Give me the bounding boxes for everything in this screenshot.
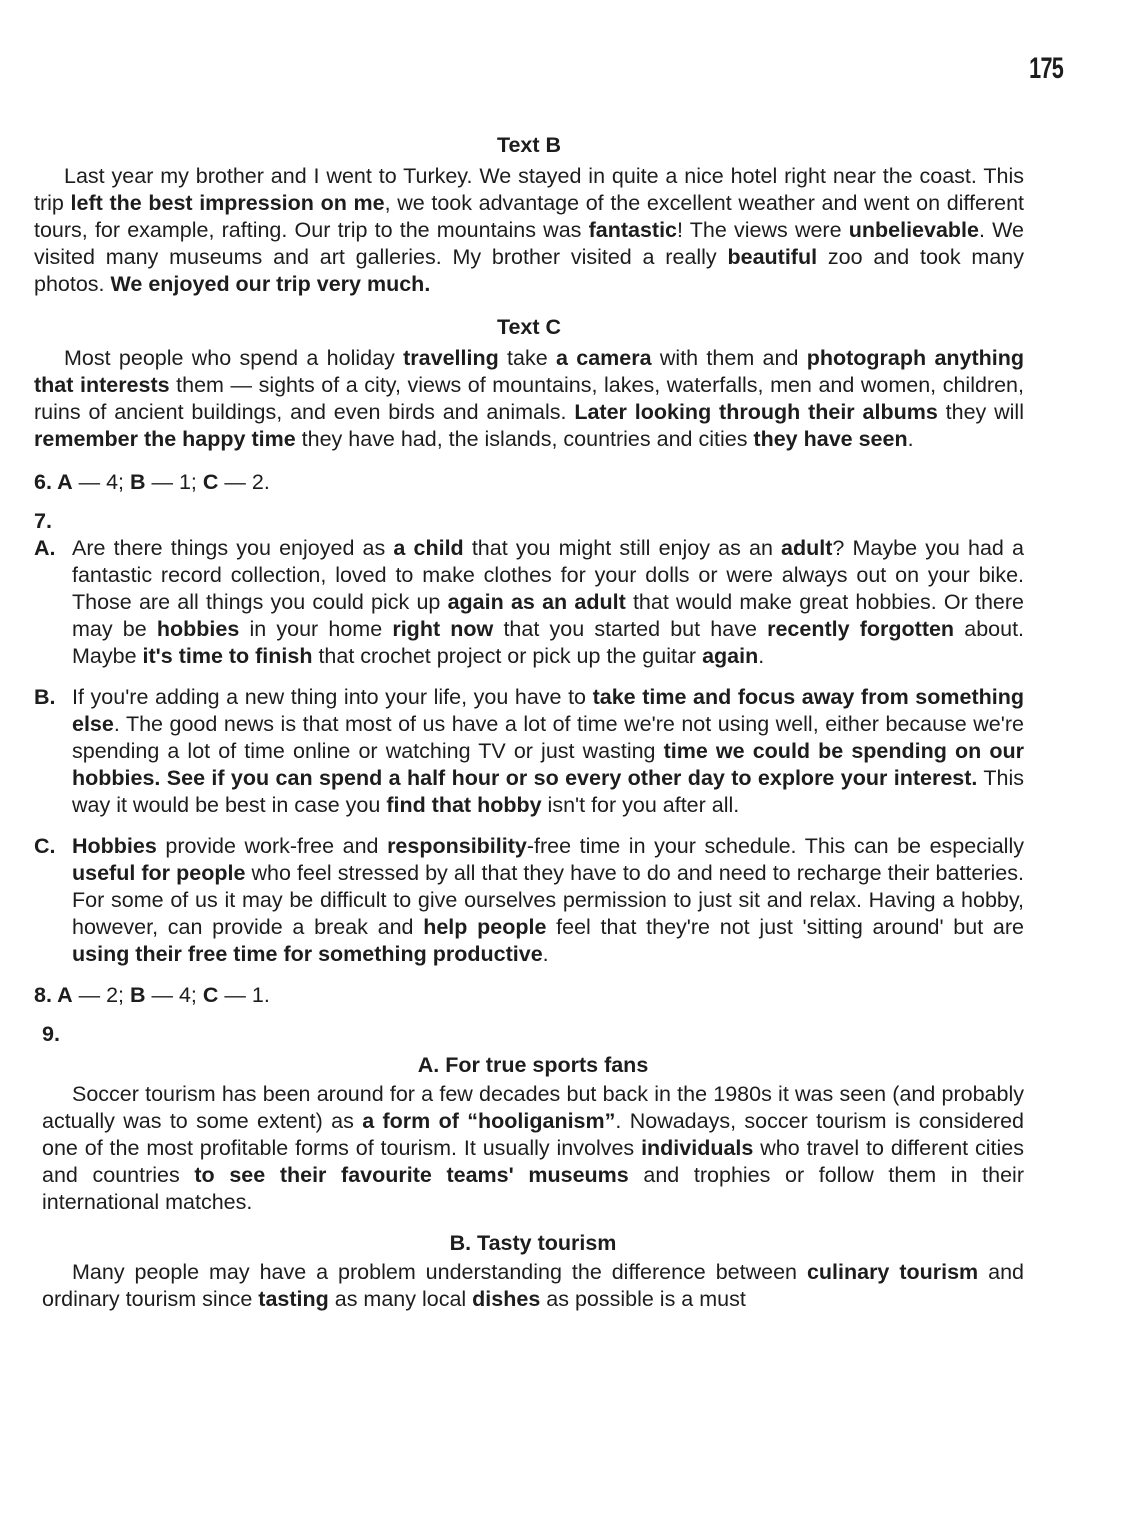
text-run: provide work-free and [156,834,388,858]
item-text [72,684,1024,819]
exercise-9-paragraph-b [42,1259,1024,1313]
bold-phrase: again as an adult [447,590,626,614]
item-text [72,833,1024,968]
text-run: If you're adding a new thing into your life, you have to [72,685,593,709]
text-run: and trophies or follow them in their international matches. [42,1163,1024,1214]
text-run: . [542,942,549,966]
text-run: that you might still enjoy as an [463,536,782,560]
bold-phrase: using their free time for something productive [72,942,543,966]
bold-phrase: recently forgotten [767,617,955,641]
text-run: that crochet project or pick up the guitar [312,644,703,668]
bold-phrase: Hobbies [72,834,157,858]
bold-phrase: culinary tourism [806,1260,979,1284]
exercise-9-heading-a: A. For true sports fans [417,1053,649,1077]
text-run: who feel stressed by all that they have to do and need to recharge their batteries. For some of us it may be difficult to give ourselves permission to just sit and relax. Having a hobby, however, can provide a break and [72,861,1024,939]
text-run: Most people who spend a holiday [64,346,404,370]
exercise-7-item-a [34,535,1024,670]
bold-phrase: photograph anything that interests [34,346,1025,397]
bold-phrase: they have seen [753,427,908,451]
text-run: Soccer tourism has been around for a few decades but back in the 1980s it was seen (and probably actually was to some extent) as [42,1082,1024,1133]
bold-phrase: find that hobby [386,793,542,817]
bold-phrase: C [202,983,219,1007]
text-b-heading: Text B [496,133,562,157]
bold-phrase: We enjoyed our trip very much. [110,272,431,296]
text-run: and ordinary tourism since [42,1260,1025,1311]
text-run: that would make great hobbies. Or there may be [72,590,1025,641]
bold-phrase: a camera [555,346,652,370]
bold-phrase: useful for people [72,861,246,885]
text-run: — 2. [218,470,270,494]
text-run: as many local [328,1287,473,1311]
text-run: ! The views were [677,218,849,242]
text-run: . The good news is that most of us have a lot of time we're not using well, either because we're spending a lot of time online or watching TV or just wasting [72,712,1024,763]
exercise-7-item-b [34,684,1024,819]
text-run: zoo and took many photos. [34,245,1024,296]
text-run: them — sights of a city, views of mountains, lakes, waterfalls, men and women, children, ruins of ancient buildings, and even birds and animals. [34,373,1024,424]
bold-phrase: individuals [641,1136,754,1160]
text-run: isn't for you after all. [541,793,740,817]
bold-phrase: B [130,470,146,494]
bold-phrase: responsibility [387,834,527,858]
bold-phrase: C [202,470,219,494]
text-run: . [758,644,765,668]
bold-phrase: beautiful [727,245,818,269]
text-run: — 1. [218,983,270,1007]
text-run: as possible is a must [540,1287,746,1311]
bold-phrase: again [702,644,759,668]
text-run: in your home [239,617,393,641]
exercise-9-paragraph-a [42,1081,1024,1216]
text-run: they have had, the islands, countries and cities [295,427,754,451]
bold-phrase: to see their favourite teams' museums [194,1163,629,1187]
item-letter: B. [34,685,56,709]
page-content [34,132,1024,1313]
bold-phrase: a form of “hooliganism” [362,1109,616,1133]
bold-phrase: adult [781,536,833,560]
text-run: . We visited many museums and art galleries. My brother visited a really [34,218,1024,269]
bold-phrase: left the best impression on me [70,191,385,215]
text-run: ? Maybe you had a fantastic record collection, loved to make clothes for your dolls or were always out on your bike. Those are all things you could pick up [72,536,1024,614]
text-b-section [34,132,1024,298]
bold-phrase: 6. A [34,470,73,494]
bold-phrase: it's time to finish [142,644,313,668]
bold-phrase: travelling [403,346,499,370]
exercise-8-answer [34,982,1024,1009]
text-run: Last year my brother and I went to Turkey. We stayed in quite a nice hotel right near the coast. This trip [34,164,1024,215]
bold-phrase: Later looking through their albums [574,400,938,424]
exercise-7-number: 7. [34,509,52,533]
text-c-heading: Text C [496,315,562,339]
bold-phrase: B [130,983,146,1007]
exercise-9-heading-b: B. Tasty tourism [449,1231,617,1255]
text-run: — 4; [145,983,203,1007]
bold-phrase: dishes [472,1287,541,1311]
text-c-paragraph [34,345,1024,453]
text-run: take [498,346,556,370]
text-run: . Nowadays, soccer tourism is considered one of the most profitable forms of tourism. It usually involves [42,1109,1024,1160]
text-run: Are there things you enjoyed as [72,536,394,560]
exercise-9 [34,1021,1024,1313]
bold-phrase: 8. A [34,983,73,1007]
text-run: who travel to different cities and countries [42,1136,1024,1187]
exercise-7 [34,508,1024,968]
text-run: — 1; [145,470,203,494]
exercise-6-answer [34,469,1024,496]
bold-phrase: a child [393,536,464,560]
item-text [72,535,1024,670]
text-b-paragraph [34,163,1024,298]
bold-phrase: time we could be spending on our hobbies. See if you can spend a half hour or so every other day to explore your interest. [72,739,1024,790]
text-run: about. Maybe [72,617,1025,668]
text-run: -free time in your schedule. This can be especially [526,834,1024,858]
text-run: with them and [651,346,807,370]
text-run: — 2; [72,983,130,1007]
bold-phrase: tasting [258,1287,329,1311]
bold-phrase: remember the happy time [34,427,296,451]
text-run: they will [937,400,1024,424]
text-run: This way it would be best in case you [72,766,1025,817]
bold-phrase: fantastic [588,218,678,242]
item-letter: A. [34,536,56,560]
bold-phrase: help people [423,915,547,939]
bold-phrase: take time and focus away from something else [72,685,1024,736]
text-run: feel that they're not just 'sitting around' but are [546,915,1024,939]
bold-phrase: hobbies [156,617,240,641]
text-run: — 4; [72,470,130,494]
text-c-section [34,314,1024,453]
text-run: Many people may have a problem understanding the difference between [72,1260,807,1284]
bold-phrase: right now [392,617,494,641]
text-run: . [907,427,914,451]
exercise-7-item-c [34,833,1024,968]
exercise-9-number: 9. [42,1022,60,1046]
page-number: 175 [1029,52,1063,85]
item-letter: C. [34,834,56,858]
bold-phrase: unbelievable [848,218,979,242]
text-run: , we took advantage of the excellent weather and went on different tours, for example, rafting. Our trip to the mountains was [34,191,1024,242]
text-run: that you started but have [493,617,768,641]
